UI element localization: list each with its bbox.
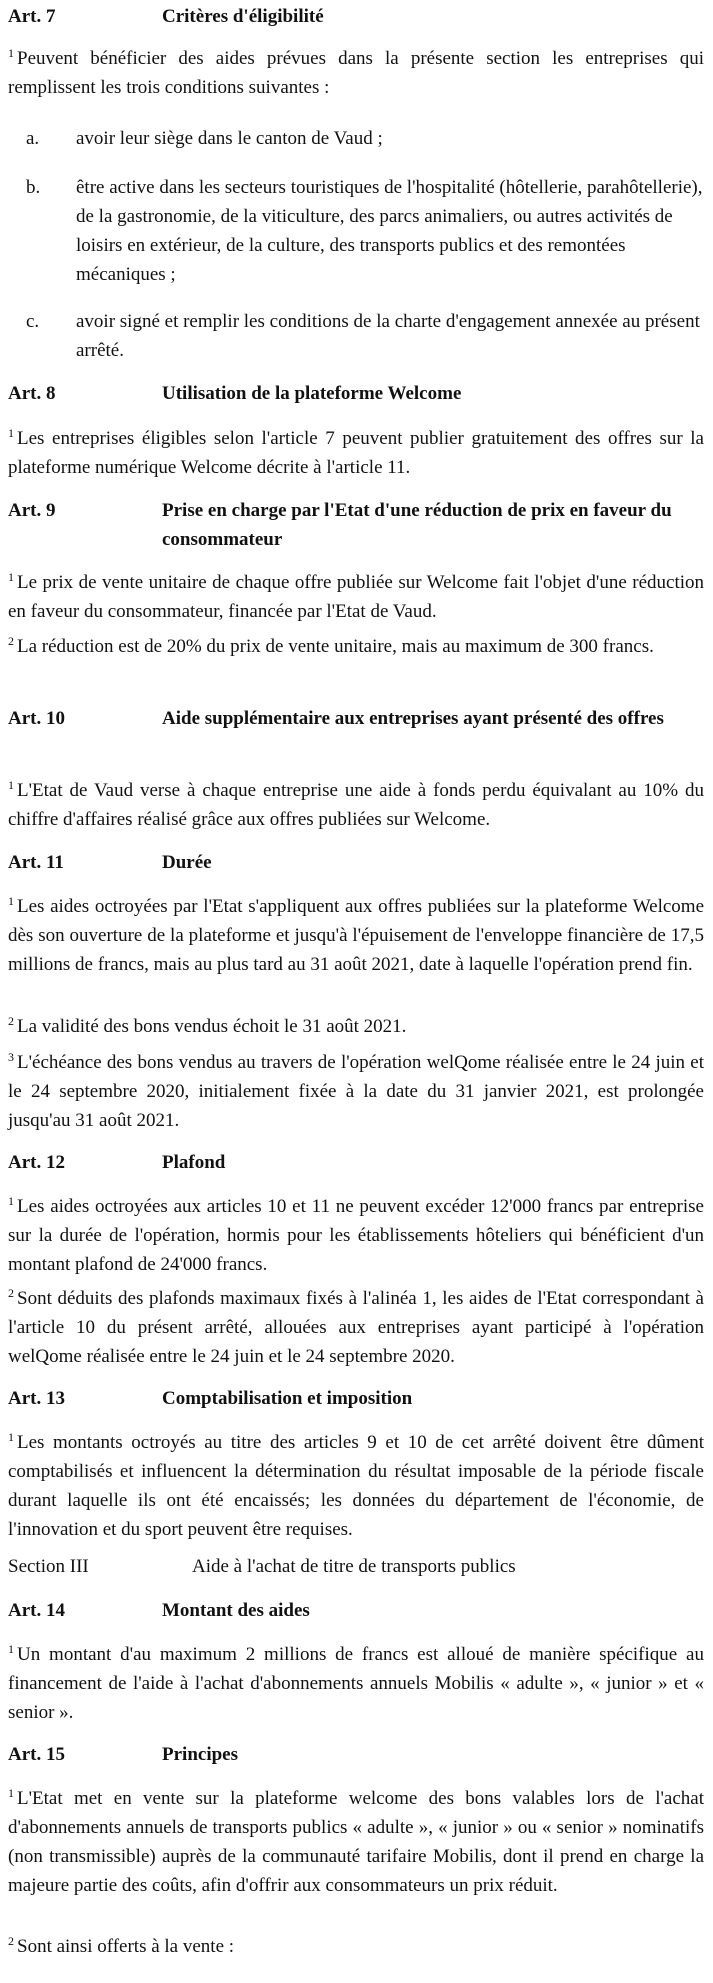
article-title: Utilisation de la plateforme Welcome [162,383,462,404]
item-text: avoir leur siège dans le canton de Vaud ; [76,128,383,149]
paragraph-text: La réduction est de 20% du prix de vente unitaire, mais au maximum de 300 francs. [17,636,654,657]
paragraph-number: 3 [8,1050,14,1064]
paragraph-number: 1 [8,1786,14,1800]
article-title: Principes [162,1744,238,1765]
article-number: Art. 8 [8,383,56,404]
article-15-paragraph-1 [8,1784,704,1900]
paragraph-text: Sont ainsi offerts à la vente : [17,1936,235,1957]
article-12-paragraph-1 [8,1192,704,1279]
paragraph-text: Peuvent bénéficier des aides prévues dans la présente section les entreprises qui remplissent les trois conditions suivantes : [8,48,704,98]
paragraph-text: La validité des bons vendus échoit le 31 août 2021. [17,1016,407,1037]
paragraph-number: 1 [8,426,14,440]
paragraph-text: Sont déduits des plafonds maximaux fixés à l'alinéa 1, les aides de l'Etat correspondant à l'article 10 du présent arrêté, allouées aux entreprises ayant participé à l'opération welQome réalisée entre le 24 juin et le 24 septembre 2020. [8,1288,704,1367]
paragraph-number: 2 [8,1934,14,1948]
article-7-paragraph-1 [8,44,704,102]
article-number: Art. 9 [8,500,56,521]
article-title: Prise en charge par l'Etat d'une réduction de prix en faveur du consommateur [162,500,672,550]
article-number: Art. 10 [8,708,65,729]
paragraph-number: 1 [8,894,14,908]
paragraph-number: 2 [8,1014,14,1028]
article-9-paragraph-2 [8,632,704,661]
article-title: Plafond [162,1152,226,1173]
paragraph-number: 1 [8,46,14,60]
paragraph-text: Les aides octroyées par l'Etat s'appliquent aux offres publiées sur la plateforme Welcome dès son ouverture de la plateforme et jusqu'à l'épuisement de l'enveloppe financière de 17,5 millions de francs, mais au plus tard au 31 août 2021, date à laquelle l'opération prend fin. [8,896,704,975]
paragraph-text: Les montants octroyés au titre des articles 9 et 10 de cet arrêté doivent être dûment comptabilisés et influencent la détermination du résultat imposable de la période fiscale durant laquelle ils ont été encaissés; les données du département de l'économie, de l'innovation et du sport peuvent être requises. [8,1432,704,1540]
paragraph-text: Un montant d'au maximum 2 millions de francs est alloué de manière spécifique au financement de l'aide à l'achat d'abonnements annuels Mobilis « adulte », « junior » et « senior ». [8,1644,704,1723]
article-title: Critères d'éligibilité [162,6,324,27]
item-label: b. [26,177,41,198]
article-8-paragraph-1 [8,424,704,482]
item-text: avoir signé et remplir les conditions de la charte d'engagement annexée au présent arrêté. [76,311,700,361]
article-number: Art. 7 [8,6,56,27]
item-label: a. [26,128,40,149]
paragraph-number: 2 [8,634,14,648]
paragraph-number: 1 [8,570,14,584]
article-title: Montant des aides [162,1600,310,1621]
article-14-paragraph-1 [8,1640,704,1727]
paragraph-number: 1 [8,1642,14,1656]
article-13-paragraph-1 [8,1428,704,1544]
article-12-paragraph-2 [8,1284,704,1371]
paragraph-number: 2 [8,1286,14,1300]
article-number: Art. 13 [8,1388,65,1409]
paragraph-text: L'Etat met en vente sur la plateforme welcome des bons valables lors de l'achat d'abonnements annuels de transports publics « adulte », « junior » ou « senior » nominatifs (non transmissible) auprès de la communauté tarifaire Mobilis, dont il prend en charge la majeure partie des coûts, afin d'offrir aux consommateurs un prix réduit. [8,1788,704,1896]
paragraph-text: L'échéance des bons vendus au travers de l'opération welQome réalisée entre le 24 juin et le 24 septembre 2020, initialement fixée à la date du 31 janvier 2021, est prolongée jusqu'au 31 août 2021. [8,1052,704,1131]
article-number: Art. 14 [8,1600,65,1621]
article-title: Durée [162,852,212,873]
article-9-paragraph-1 [8,568,704,626]
article-11-paragraph-1 [8,892,704,979]
item-text: être active dans les secteurs touristiques de l'hospitalité (hôtellerie, parahôtellerie), de la gastronomie, de la viticulture, des parcs animaliers, ou autres activités de loisirs en extérieur, de la culture, des transports publics et des remontées mécaniques ; [76,177,703,285]
article-11-paragraph-3 [8,1048,704,1135]
article-11-paragraph-2 [8,1012,704,1041]
article-title: Comptabilisation et imposition [162,1388,413,1409]
section-title: Aide à l'achat de titre de transports publics [192,1556,516,1577]
paragraph-text: Les entreprises éligibles selon l'article 7 peuvent publier gratuitement des offres sur la plateforme numérique Welcome décrite à l'article 11. [8,428,704,478]
paragraph-number: 1 [8,778,14,792]
paragraph-number: 1 [8,1430,14,1444]
article-title: Aide supplémentaire aux entreprises ayant présenté des offres [162,708,664,729]
article-number: Art. 11 [8,852,64,873]
paragraph-text: L'Etat de Vaud verse à chaque entreprise une aide à fonds perdu équivalant au 10% du chiffre d'affaires réalisé grâce aux offres publiées sur Welcome. [8,780,704,830]
item-label: c. [26,311,40,332]
paragraph-text: Le prix de vente unitaire de chaque offre publiée sur Welcome fait l'objet d'une réduction en faveur du consommateur, financée par l'Etat de Vaud. [8,572,704,622]
article-number: Art. 15 [8,1744,65,1765]
paragraph-text: Les aides octroyées aux articles 10 et 11 ne peuvent excéder 12'000 francs par entreprise sur la durée de l'opération, hormis pour les établissements hôteliers qui bénéficient d'un montant plafond de 24'000 francs. [8,1196,704,1275]
paragraph-number: 1 [8,1194,14,1208]
article-15-paragraph-2 [8,1932,704,1961]
section-number: Section III [8,1556,89,1577]
article-10-paragraph-1 [8,776,704,834]
article-number: Art. 12 [8,1152,65,1173]
